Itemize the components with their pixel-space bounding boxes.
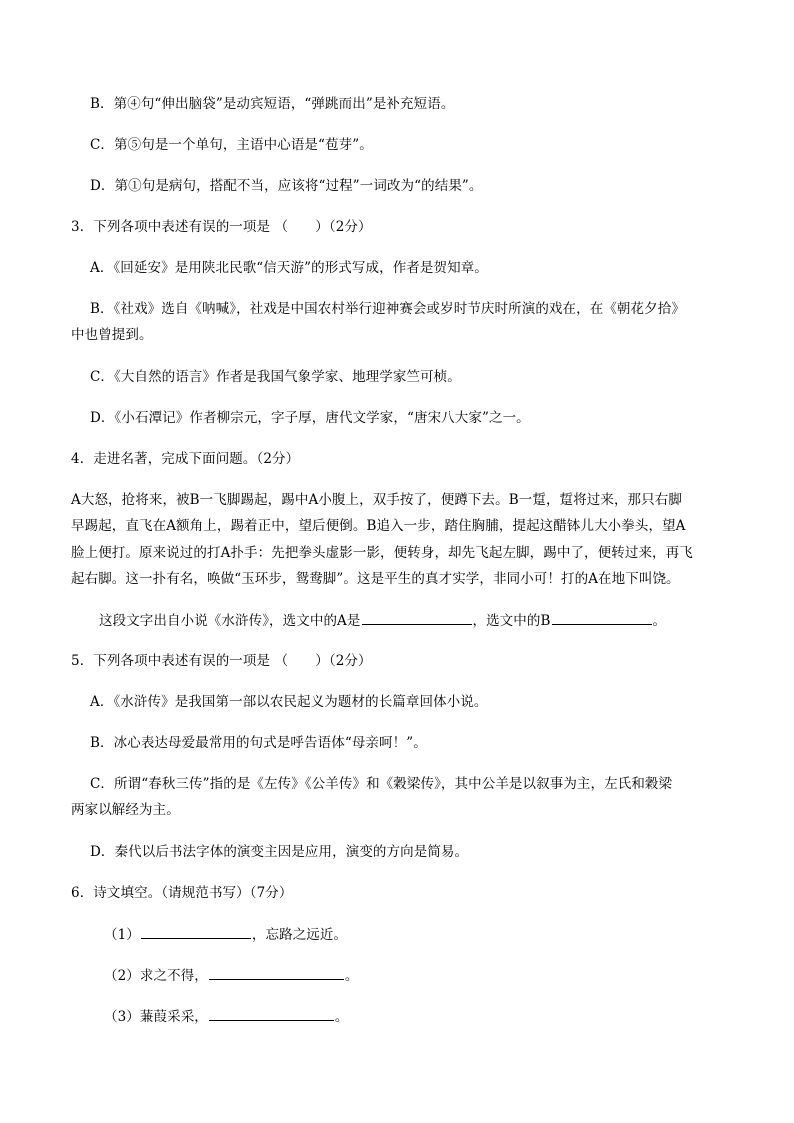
q5-stem: 5．下列各项中表述有误的一项是 （ ）（2分）	[71, 653, 372, 669]
q6-blank-2[interactable]	[209, 965, 344, 980]
q6-item-1-prefix: （1）	[104, 927, 140, 943]
q6-stem: 6．诗文填空。（请规范书写）（7分）	[71, 885, 293, 901]
q6-item-2-prefix: （2）求之不得，	[104, 968, 208, 984]
q4-fill-prefix: 这段文字出自小说《水浒传》，选文中的A是	[99, 613, 361, 629]
q6-item-2	[104, 965, 359, 986]
q2-option-c: C．第⑤句是一个单句，主语中心语是“苞芽”。	[90, 137, 373, 153]
q4-fill-sentence	[99, 610, 666, 631]
q4-blank-b[interactable]	[552, 610, 652, 625]
q4-passage-line4: 起右脚。这一扑有名，唤做“玉环步，鸳鸯脚”。这是平生的真才实学，非同小可！打的A在地下叫饶。	[71, 571, 680, 587]
q4-blank-a[interactable]	[362, 610, 472, 625]
q6-item-1	[104, 924, 347, 945]
q4-passage-line2: 早踢起，直飞在A额角上，踢着正中，望后便倒。B追入一步，踏住胸脯，提起这醋钵儿大小拳头，望A	[71, 518, 686, 534]
q3-option-c: C．《大自然的语言》作者是我国气象学家、地理学家竺可桢。	[90, 369, 461, 385]
q4-stem: 4．走进名著，完成下面问题。（2分）	[71, 451, 300, 467]
q5-option-a: A．《水浒传》是我国第一部以农民起义为题材的长篇章回体小说。	[90, 694, 488, 710]
q5-option-c-line1: C．所谓“春秋三传”指的是《左传》《公羊传》和《穀梁传》，其中公羊是以叙事为主，左氏和穀梁	[90, 776, 673, 792]
q6-item-2-suffix: 。	[344, 968, 359, 984]
q6-item-3	[104, 1006, 349, 1027]
q3-option-b-line1: B．《社戏》选自《呐喊》，社戏是中国农村举行迎神赛会或岁时节庆时所演的戏在，在《朝花夕拾》	[90, 301, 685, 317]
q6-item-3-suffix: 。	[334, 1009, 349, 1025]
q4-passage-line3: 脸上便打。原来说过的打A扑手：先把拳头虚影一影，便转身，却先飞起左脚，踢中了，便转过来，再飞	[71, 545, 693, 561]
q6-blank-1[interactable]	[141, 924, 251, 939]
q5-option-d: D．秦代以后书法字体的演变主因是应用，演变的方向是简易。	[90, 844, 469, 860]
q2-option-d: D．第①句是病句，搭配不当，应该将“过程”一词改为“的结果”。	[90, 178, 483, 194]
q3-option-d: D．《小石潭记》作者柳宗元，字子厚，唐代文学家，“唐宋八大家”之一。	[90, 410, 530, 426]
q3-option-a: A．《回延安》是用陕北民歌“信天游”的形式写成，作者是贺知章。	[90, 260, 488, 276]
q3-option-b-line2: 中也曾提到。	[71, 327, 153, 343]
q5-option-c-line2: 两家以解经为主。	[71, 802, 180, 818]
q6-item-3-prefix: （3）蒹葭采采，	[104, 1009, 208, 1025]
q6-item-1-suffix: ，忘路之远近。	[251, 927, 348, 943]
q4-fill-middle: ，选文中的B	[472, 613, 551, 629]
q5-option-b: B．冰心表达母爱最常用的句式是呼告语体“母亲呵！”。	[90, 735, 427, 751]
q4-passage-line1: A大怒，抢将来，被B一飞脚踢起，踢中A小腹上，双手按了，便蹲下去。B一踅，踅将过来，那只右脚	[71, 492, 682, 508]
q4-fill-suffix: 。	[652, 613, 667, 629]
q3-stem: 3．下列各项中表述有误的一项是 （ ）（2分）	[71, 219, 372, 235]
q6-blank-3[interactable]	[209, 1006, 334, 1021]
q2-option-b: B．第④句“伸出脑袋”是动宾短语，“弹跳而出”是补充短语。	[90, 96, 455, 112]
